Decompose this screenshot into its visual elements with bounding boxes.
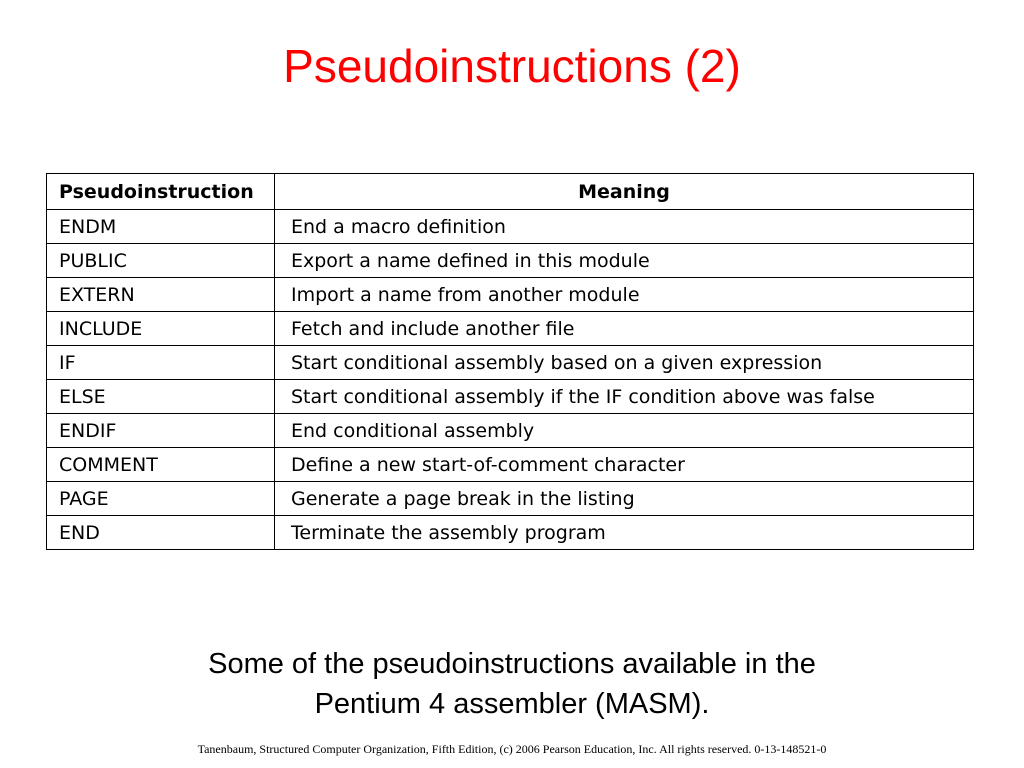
table-row bbox=[47, 482, 974, 516]
cell-meaning: End conditional assembly bbox=[275, 414, 974, 448]
header-pseudoinstruction: Pseudoinstruction bbox=[47, 174, 275, 210]
table-row bbox=[47, 448, 974, 482]
table-row bbox=[47, 244, 974, 278]
cell-pseudoinstruction: ENDM bbox=[47, 210, 275, 244]
cell-meaning: Start conditional assembly if the IF condition above was false bbox=[275, 380, 974, 414]
table-row bbox=[47, 278, 974, 312]
pseudoinstruction-table bbox=[46, 173, 974, 550]
copyright-footer: Tanenbaum, Structured Computer Organization, Fifth Edition, (c) 2006 Pearson Education, Inc. All rights reserved. 0-13-148521-0 bbox=[197, 742, 827, 756]
table-row bbox=[47, 346, 974, 380]
cell-pseudoinstruction: COMMENT bbox=[47, 448, 275, 482]
cell-meaning: Fetch and include another file bbox=[275, 312, 974, 346]
cell-meaning: Export a name defined in this module bbox=[275, 244, 974, 278]
cell-meaning: Import a name from another module bbox=[275, 278, 974, 312]
header-meaning: Meaning bbox=[275, 174, 974, 210]
caption-line-2: Pentium 4 assembler (MASM). bbox=[314, 688, 710, 720]
cell-pseudoinstruction: END bbox=[47, 516, 275, 550]
cell-pseudoinstruction: EXTERN bbox=[47, 278, 275, 312]
cell-meaning: End a macro definition bbox=[275, 210, 974, 244]
slide-title: Pseudoinstructions (2) bbox=[283, 40, 741, 92]
slide-caption bbox=[0, 644, 1024, 724]
cell-pseudoinstruction: PAGE bbox=[47, 482, 275, 516]
table-row bbox=[47, 210, 974, 244]
cell-meaning: Start conditional assembly based on a given expression bbox=[275, 346, 974, 380]
caption-line-1: Some of the pseudoinstructions available in the bbox=[208, 648, 816, 680]
cell-pseudoinstruction: PUBLIC bbox=[47, 244, 275, 278]
table-row bbox=[47, 414, 974, 448]
table-header-row bbox=[47, 174, 974, 210]
cell-pseudoinstruction: ENDIF bbox=[47, 414, 275, 448]
table-row bbox=[47, 516, 974, 550]
cell-pseudoinstruction: ELSE bbox=[47, 380, 275, 414]
cell-pseudoinstruction: IF bbox=[47, 346, 275, 380]
cell-pseudoinstruction: INCLUDE bbox=[47, 312, 275, 346]
cell-meaning: Define a new start-of-comment character bbox=[275, 448, 974, 482]
cell-meaning: Generate a page break in the listing bbox=[275, 482, 974, 516]
table-row bbox=[47, 312, 974, 346]
table-row bbox=[47, 380, 974, 414]
cell-meaning: Terminate the assembly program bbox=[275, 516, 974, 550]
